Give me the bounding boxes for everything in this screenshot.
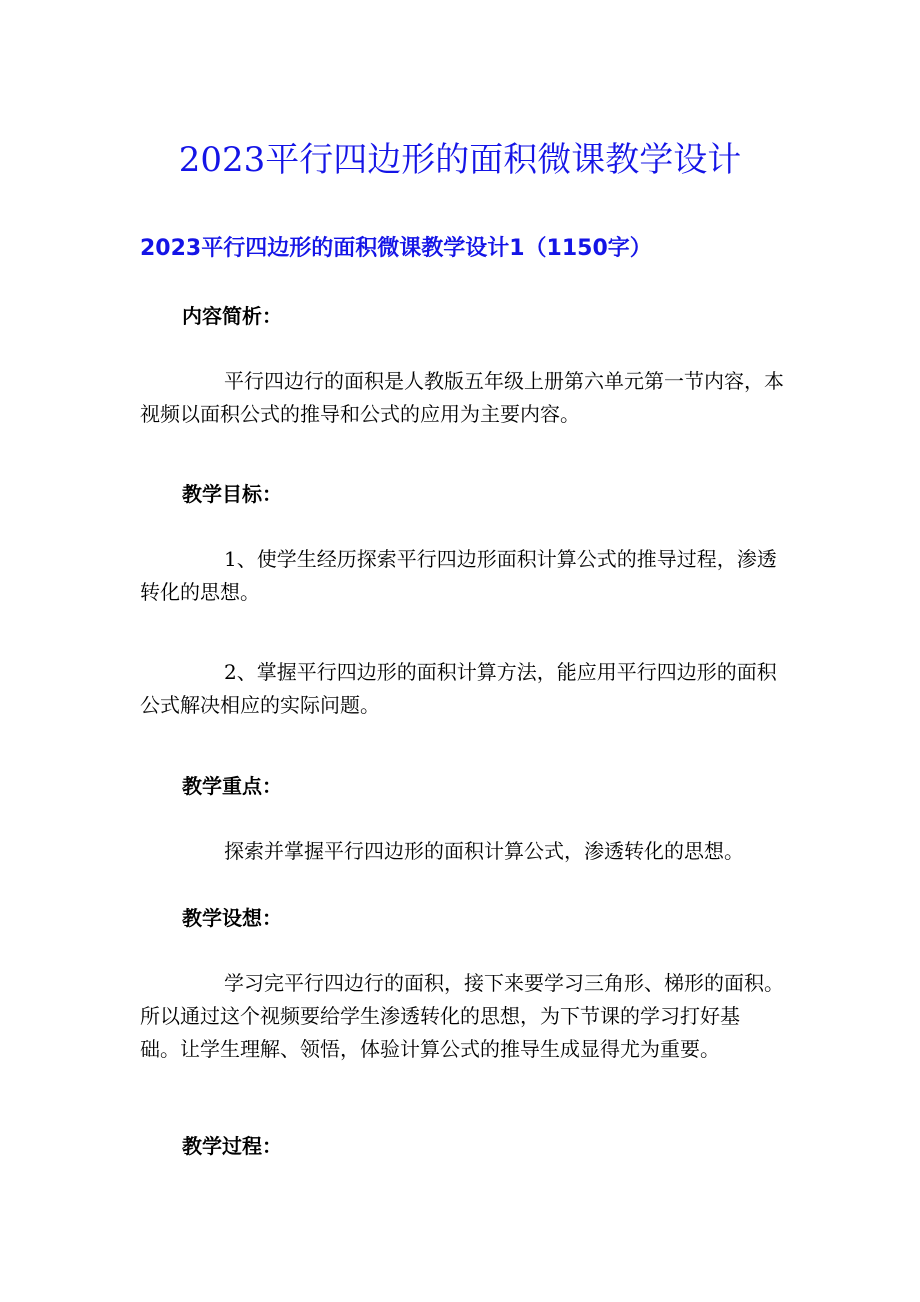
heading-teaching-goals: 教学目标： bbox=[182, 482, 282, 506]
paragraph-line: 平行四边行的面积是人教版五年级上册第六单元第一节内容，本 bbox=[224, 369, 784, 393]
document-title: 2023平行四边形的面积微课教学设计 bbox=[178, 140, 742, 180]
paragraph-line: 2、掌握平行四边形的面积计算方法，能应用平行四边形的面积 bbox=[224, 660, 777, 684]
paragraph-line: 转化的思想。 bbox=[140, 580, 260, 604]
paragraph-line: 础。让学生理解、领悟，体验计算公式的推导生成显得尤为重要。 bbox=[140, 1037, 720, 1061]
heading-content-analysis: 内容简析： bbox=[182, 304, 282, 328]
heading-teaching-focus: 教学重点： bbox=[182, 774, 282, 798]
paragraph-line: 探索并掌握平行四边形的面积计算公式，渗透转化的思想。 bbox=[224, 839, 744, 863]
heading-teaching-process: 教学过程： bbox=[182, 1134, 282, 1158]
paragraph-line: 学习完平行四边行的面积，接下来要学习三角形、梯形的面积。 bbox=[224, 971, 784, 995]
paragraph-content-analysis bbox=[140, 365, 800, 431]
paragraph-teaching-focus bbox=[140, 835, 800, 868]
paragraph-goal-1 bbox=[140, 543, 800, 609]
paragraph-goal-2 bbox=[140, 656, 800, 722]
paragraph-line: 视频以面积公式的推导和公式的应用为主要内容。 bbox=[140, 402, 580, 426]
paragraph-teaching-idea bbox=[140, 967, 800, 1066]
heading-teaching-idea: 教学设想： bbox=[182, 906, 282, 930]
paragraph-line: 1、使学生经历探索平行四边形面积计算公式的推导过程，渗透 bbox=[224, 547, 777, 571]
paragraph-line: 公式解决相应的实际问题。 bbox=[140, 693, 380, 717]
section-subtitle: 2023平行四边形的面积微课教学设计1（1150字） bbox=[140, 236, 652, 261]
paragraph-line: 所以通过这个视频要给学生渗透转化的思想，为下节课的学习打好基 bbox=[140, 1004, 740, 1028]
